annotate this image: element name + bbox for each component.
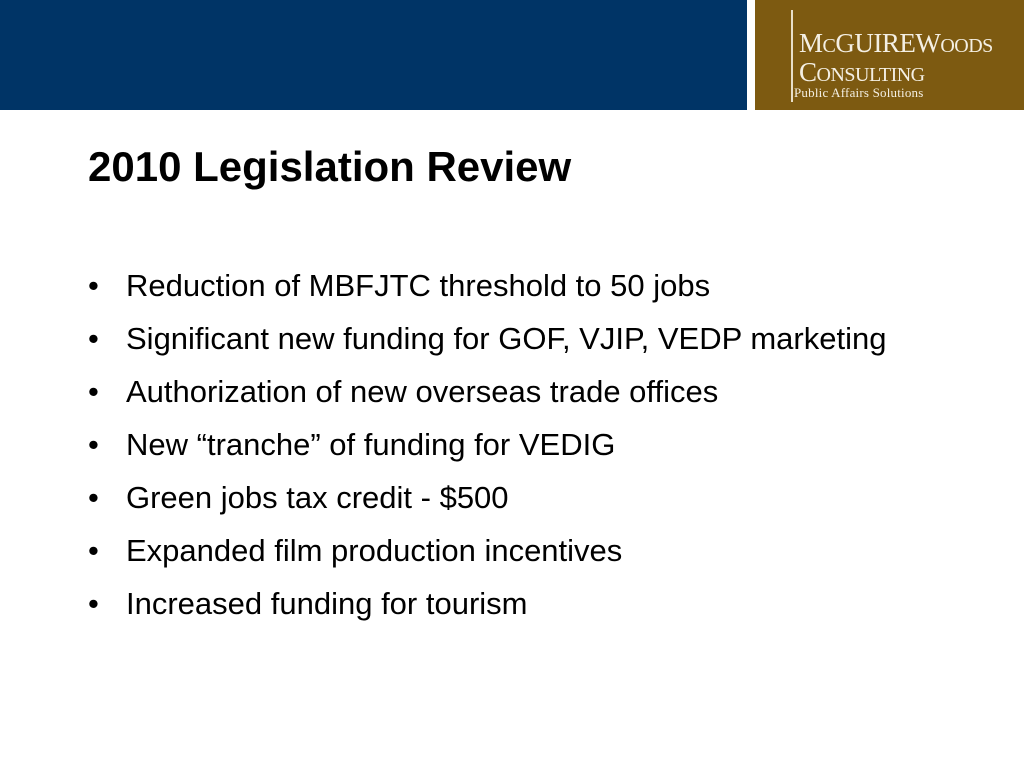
bullet-marker: • <box>88 427 99 462</box>
logo-letter: C <box>799 57 817 87</box>
logo-letter: W <box>915 28 941 58</box>
bullet-text: Significant new funding for GOF, VJIP, VEDP marketing <box>126 321 887 356</box>
bullet-text: New “tranche” of funding for VEDIG <box>126 427 616 462</box>
bullet-marker: • <box>88 480 99 515</box>
bullet-list <box>88 268 968 639</box>
bullet-marker: • <box>88 268 99 303</box>
bullet-marker: • <box>88 586 99 621</box>
company-logo <box>755 0 1024 110</box>
bullet-marker: • <box>88 374 99 409</box>
logo-tagline: Public Affairs Solutions <box>794 85 924 100</box>
header-divider <box>747 0 755 110</box>
logo-text: ONSULTING <box>816 64 925 86</box>
bullet-text: Authorization of new overseas trade offices <box>126 374 719 409</box>
bullet-item <box>88 268 968 304</box>
bullet-text: Green jobs tax credit - $500 <box>126 480 509 515</box>
logo-letter: M <box>799 28 823 58</box>
logo-text: GUIRE <box>835 28 916 58</box>
slide-title: 2010 Legislation Review <box>88 143 572 190</box>
bullet-item <box>88 586 968 622</box>
logo-letter: C <box>822 35 836 57</box>
bullet-item <box>88 374 968 410</box>
bullet-item <box>88 480 968 516</box>
bullet-item <box>88 427 968 463</box>
bullet-text: Increased funding for tourism <box>126 586 528 621</box>
header-bar <box>0 0 747 110</box>
bullet-text: Expanded film production incentives <box>126 533 623 568</box>
bullet-item <box>88 533 968 569</box>
bullet-marker: • <box>88 321 99 356</box>
bullet-text: Reduction of MBFJTC threshold to 50 jobs <box>126 268 711 303</box>
logo-divider-rule <box>791 10 793 102</box>
bullet-item <box>88 321 968 357</box>
logo-text: OODS <box>940 35 993 57</box>
bullet-marker: • <box>88 533 99 568</box>
